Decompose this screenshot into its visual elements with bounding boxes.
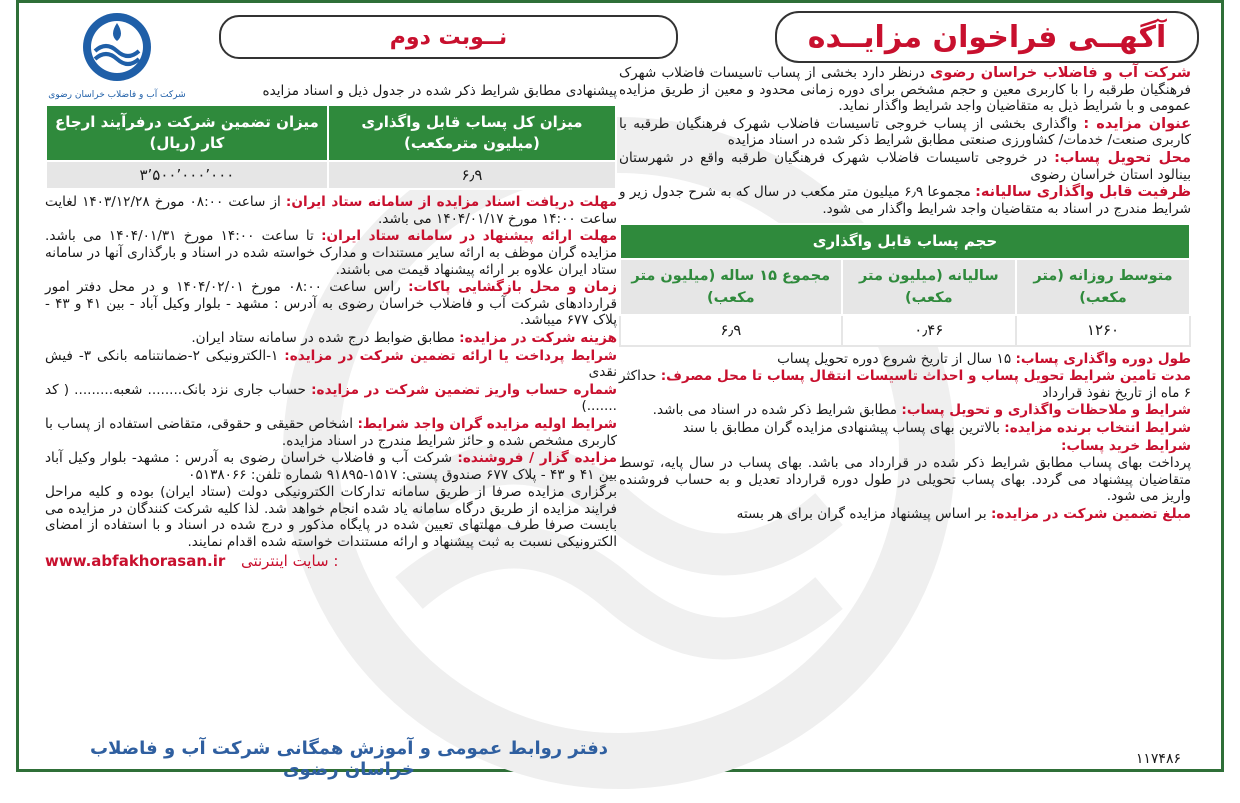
guarantee-text: بر اساس پیشنهاد مزایده گران برای هر بسته [736, 505, 991, 522]
cost-text: مطابق ضوابط درج شده در سامانه ستاد ایران. [191, 329, 460, 346]
seller-paragraph [45, 450, 617, 483]
title-banner [775, 11, 1199, 63]
seller-text: شرکت آب و فاضلاب خراسان رضوی به آدرس : مشهد- بلوار وکیل آباد بین ۴۱ و ۴۳ - پلاک ۶۷۷ صندوق پستی: ۱۵۱۷-۹۱۸۹۵ شماره تلفن: ۰۵۱۳۸۰۶۶ [45, 450, 617, 483]
volume-table-caption: حجم پساب قابل واگذاری [620, 224, 1190, 259]
left-column [45, 83, 617, 569]
deadline-docs-text: از ساعت ۰۸:۰۰ مورخ ۱۴۰۳/۱۲/۲۸ لغایت ساعت ۱۴:۰۰ مورخ ۱۴۰۴/۰۱/۱۷ می باشد. [45, 194, 617, 227]
deadline-docs-label: مهلت دریافت اسناد مزایده از سامانه ستاد ایران: [285, 194, 618, 211]
website-label: سایت اینترنتی : [240, 551, 339, 570]
purchase-paragraph [619, 438, 1191, 455]
eligibility-label: شرایط اولیه مزایده گران واجد شرایط: [357, 415, 618, 432]
left-intro: پیشنهادی مطابق شرایط ذکر شده در جدول ذیل و اسناد مزایده [262, 83, 617, 99]
intro-paragraph [619, 65, 1191, 115]
deadline-offer-text: تا ساعت ۱۴:۰۰ مورخ ۱۴۰۴/۰۱/۳۱ می باشد. مزایده گران موظف به ارائه سایر مستندات و مدارک خواسته شده در اسناد و بارگذاری آنها در سامانه ستاد ایران علاوه بر ارائه پیشنهاد قیمت می باشند. [45, 228, 617, 278]
account-label: شماره حساب واریز تضمین شرکت در مزایده: [311, 381, 617, 398]
ad-frame [16, 0, 1224, 780]
guarantee-label: مبلغ تضمین شرکت در مزایده: [991, 505, 1191, 522]
guarantee-value-volume: ۶٫۹ [328, 161, 616, 190]
intro-lead: شرکت آب و فاضلاب خراسان رضوی [930, 65, 1191, 81]
payment-paragraph [45, 348, 617, 381]
footer-office: دفتر روابط عمومی و آموزش همگانی شرکت آب و فاضلاب خراسان رضوی [89, 738, 609, 780]
seller-label: مزایده گزار / فروشنده: [457, 450, 617, 467]
guarantee-header-volume: میزان کل پساب قابل واگذاری (میلیون مترمکعب) [328, 105, 616, 161]
funding-text: حداکثر ۶ ماه از تاریخ نفوذ قرارداد [619, 368, 1191, 401]
terms-label: شرایط و ملاحظات واگذاری و تحویل پساب: [901, 402, 1191, 419]
deadline-docs-paragraph [45, 194, 617, 227]
round-banner [219, 15, 678, 59]
winner-text: بالاترین بهای پساب پیشنهادی مزایده گران مطابق با سند [682, 419, 1005, 436]
guarantee-header-amount: میزان تضمین شرکت درفرآیند ارجاع کار (ریال) [46, 105, 328, 161]
subject-paragraph [619, 116, 1191, 149]
subject-label: عنوان مزایده : [1083, 115, 1191, 132]
website-link[interactable]: www.abfakhorasan.ir [45, 551, 226, 570]
process-paragraph: برگزاری مزایده صرفا از طریق سامانه تدارکات الکترونیکی دولت (ستاد ایران) بوده و کلیه مراحل فرایند مزایده از طریق درگاه سامانه یاد شده انجام خواهد شد. لذا کلیه شرکت کنندگان در مزایده می بایست صرفا طرف مهلتهای تعیین شده در پایگاه مذکور و درج شده در اسناد و با استفاده از امضای الکترونیکی نسبت به ثبت پیشنهاد و ارائه مستندات خواسته شده اقدام نمایند. [45, 484, 617, 551]
right-column [619, 65, 1191, 523]
volume-value-daily: ۱۲۶۰ [1016, 315, 1190, 346]
guarantee-table [45, 104, 617, 191]
duration-text: ۱۵ سال از تاریخ شروع دوره تحویل پساب [777, 350, 1016, 367]
account-paragraph [45, 382, 617, 415]
volume-header-daily: متوسط روزانه (متر مکعب) [1016, 259, 1190, 315]
delivery-paragraph [619, 150, 1191, 183]
volume-header-total: مجموع ۱۵ ساله (میلیون متر مکعب) [620, 259, 842, 315]
capacity-paragraph [619, 184, 1191, 217]
capacity-text: مجموعا ۶٫۹ میلیون متر مکعب در سال که به شرح جدول زیر و شرایط مندرج در اسناد به متقاضیان واجد شرایط واگذار می شود. [619, 184, 1191, 217]
opening-text: راس ساعت ۰۸:۰۰ مورخ ۱۴۰۴/۰۲/۰۱ و در محل دفتر امور قراردادهای شرکت آب و فاضلاب خراسان رضوی به آدرس : مشهد - بلوار وکیل آباد - بین ۴۱ و ۴۳ - پلاک ۶۷۷ میباشد. [45, 279, 617, 329]
logo-text: شرکت آب و فاضلاب خراسان رضوی [48, 90, 186, 100]
capacity-label: ظرفیت قابل واگذاری سالیانه: [975, 184, 1191, 201]
round-label: نــوبت دوم [389, 24, 508, 50]
duration-label: طول دوره واگذاری پساب: [1015, 350, 1191, 367]
page-title: آگهــی فراخوان مزایــده [807, 19, 1167, 55]
deadline-offer-label: مهلت ارائه پیشنهاد در سامانه ستاد ایران: [321, 228, 617, 245]
volume-value-total: ۶٫۹ [620, 315, 842, 346]
purchase-text: پرداخت بهای پساب مطابق شرایط ذکر شده در قرارداد می باشد. بهای پساب در سال پایه، توسط متقاضیان پیشنهاد می گردد. بهای پساب تحویلی در طول دوره قرارداد تعدیل و به حساب فروشنده واریز می شود. [619, 455, 1191, 505]
intro-text: درنظر دارد بخشی از پساب تاسیسات فاضلاب شهرک فرهنگیان طرقبه را با کاربری معین و حجم مشخص برای دوره زمانی محدود و معین از طریق مزایده عمومی و با شرایط ذیل به متقاضیان واجد شرایط واگذار نماید. [619, 65, 1191, 115]
volume-value-yearly: ۰٫۴۶ [842, 315, 1016, 346]
guarantee-value-amount: ۳٬۵۰۰٬۰۰۰٬۰۰۰ [46, 161, 328, 190]
cost-label: هزینه شرکت در مزایده: [459, 329, 617, 346]
payment-text: ۱-الکترونیکی ۲-ضمانتنامه بانکی ۳- فیش نقدی [45, 347, 617, 381]
volume-table [619, 223, 1191, 346]
cost-paragraph [45, 330, 617, 347]
payment-label: شرایط پرداخت یا ارائه تضمین شرکت در مزایده: [284, 347, 617, 364]
winner-paragraph [619, 420, 1191, 437]
guarantee-paragraph [619, 506, 1191, 523]
terms-paragraph [619, 402, 1191, 419]
delivery-text: در خروجی تاسیسات فاضلاب شهرک فرهنگیان طرقبه واقع در شهرستان بینالود استان خراسان رضوی [619, 149, 1191, 183]
delivery-label: محل تحویل پساب: [1054, 149, 1192, 166]
duration-paragraph [619, 351, 1191, 368]
website-line [45, 553, 617, 570]
volume-header-yearly: سالیانه (میلیون متر مکعب) [842, 259, 1016, 315]
winner-label: شرایط انتخاب برنده مزایده: [1004, 419, 1191, 436]
ad-code: ۱۱۷۴۸۶ [1135, 751, 1181, 767]
deadline-offer-paragraph [45, 228, 617, 278]
opening-paragraph [45, 279, 617, 329]
funding-paragraph [619, 368, 1191, 401]
terms-text: مطابق شرایط ذکر شده در اسناد می باشد. [652, 402, 902, 419]
subject-text: واگذاری بخشی از پساب خروجی تاسیسات فاضلاب شهرک فرهنگیان طرقبه با کاربری صنعت/ خدمات/ کشاورزی صنعتی مطابق شرایط ذکر شده در اسناد مزایده [619, 115, 1191, 149]
opening-label: زمان و محل بازگشایی پاکات: [408, 279, 618, 296]
eligibility-text: اشخاص حقیقی و حقوقی، متقاضی استفاده از پساب با کاربری مشخص شده و حائز شرایط مندرج در اسناد مزایده. [45, 415, 617, 449]
eligibility-paragraph [45, 416, 617, 449]
purchase-label: شرایط خرید پساب: [1061, 437, 1191, 454]
account-text: حساب جاری نزد بانک........ شعبه......... ( کد .......) [45, 381, 617, 415]
funding-label: مدت تامین شرایط تحویل پساب و احداث تاسیسات انتقال پساب تا محل مصرف: [660, 368, 1191, 385]
